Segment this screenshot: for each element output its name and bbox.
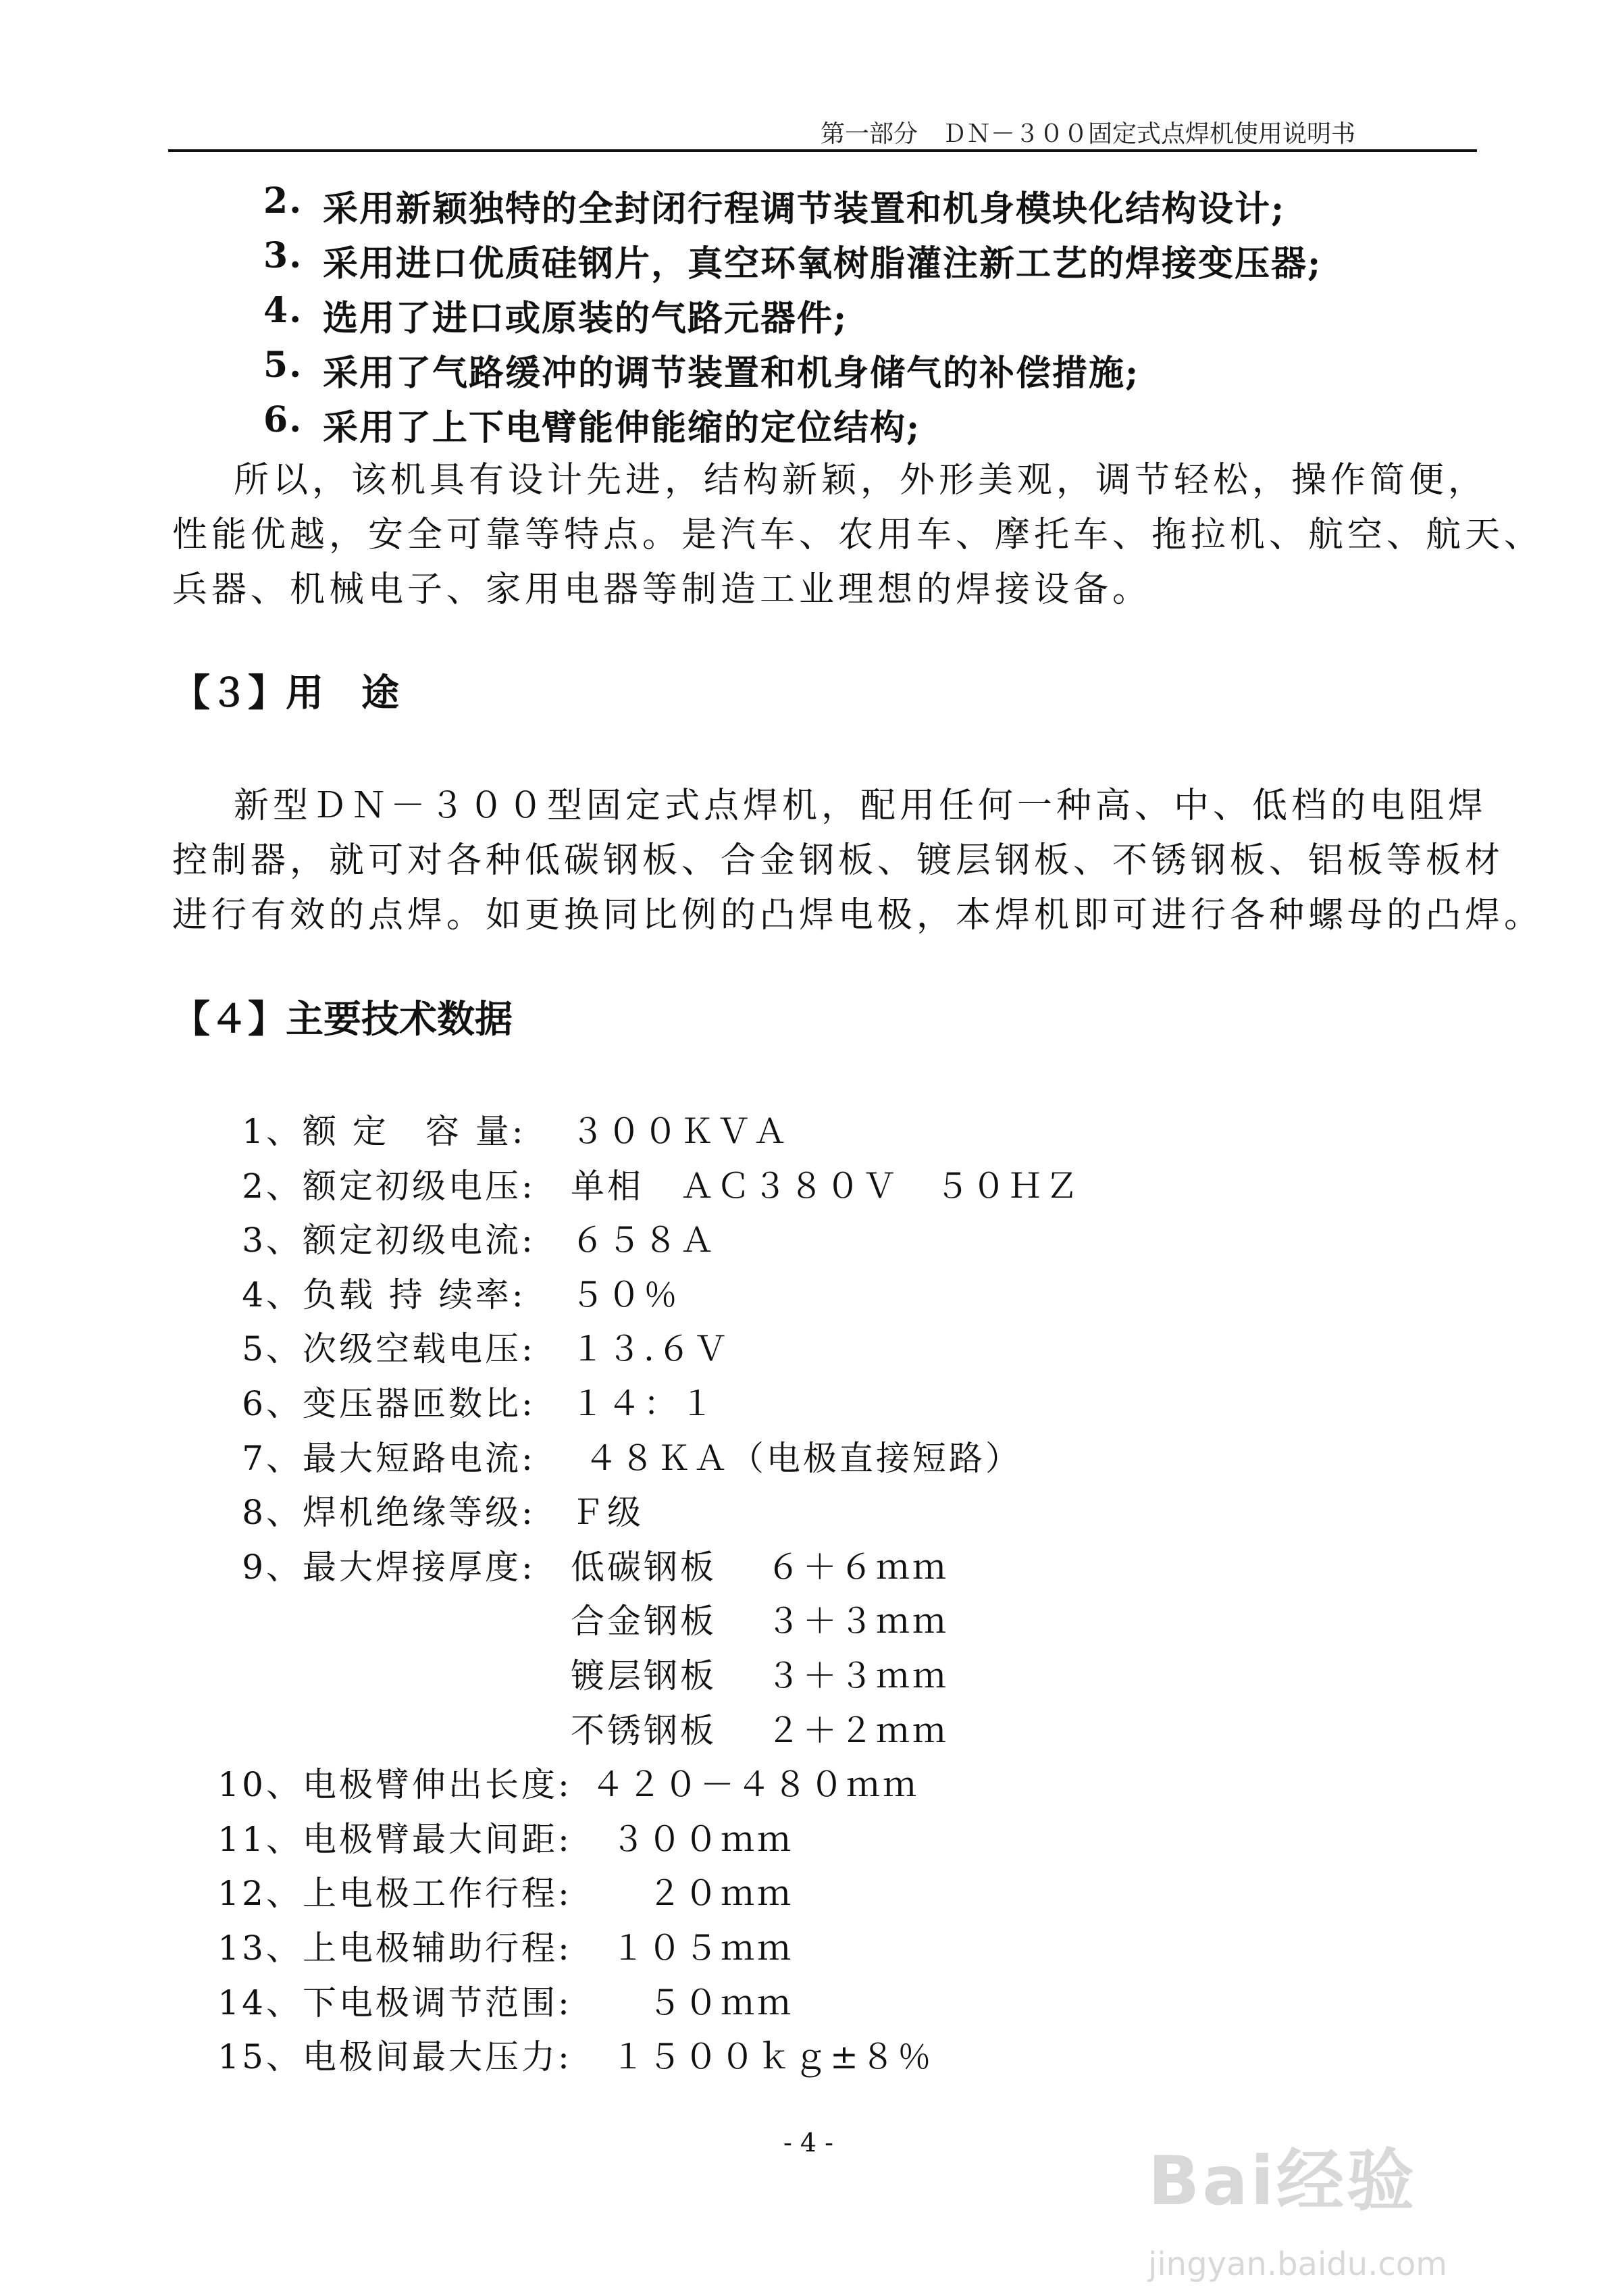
spec-number: 14、 <box>217 1983 303 2022</box>
spec-value: ６５８Ａ <box>571 1221 717 1260</box>
spec-label: 负载 持 续率: <box>303 1275 526 1315</box>
spec-label: 上电极工作行程: <box>303 1874 572 1914</box>
watermark-brand: Bai经验 <box>1148 2141 1417 2220</box>
spec-number: 9、 <box>242 1547 303 1587</box>
spec-value: 镀层钢板 ３＋３ｍｍ <box>571 1656 949 1695</box>
spec-label: 最大焊接厚度: <box>303 1547 536 1587</box>
spec-label: 电极间最大压力: <box>303 2037 572 2077</box>
spec-number: 8、 <box>242 1493 303 1533</box>
spec-value: ４８ＫＡ（电极直接短路） <box>571 1438 1022 1478</box>
header-rule <box>168 149 1477 152</box>
spec-number: 3、 <box>242 1221 303 1260</box>
spec-value: １５００ｋｇ±８％ <box>611 2037 934 2077</box>
page-number: - 4 - <box>783 2128 834 2158</box>
usage-line: 控制器，就可对各种低碳钢板、合金钢板、镀层钢板、不锈钢板、铝板等板材 <box>172 840 1505 881</box>
spec-value: １３.６Ｖ <box>571 1329 730 1369</box>
spec-number: 4、 <box>242 1275 303 1315</box>
spec-label: 最大短路电流: <box>303 1438 536 1478</box>
feature-number: 6. <box>263 399 303 440</box>
watermark-url: jingyan.baidu.com <box>1148 2245 1447 2283</box>
spec-label: 电极臂最大间距: <box>303 1819 572 1859</box>
spec-value: 低碳钢板 ６＋６ｍｍ <box>571 1547 949 1587</box>
feature-number: 2. <box>263 180 303 222</box>
baidu-watermark <box>1148 2101 1447 2296</box>
spec-label: 变压器匝数比: <box>303 1384 536 1423</box>
spec-label: 次级空载电压: <box>303 1329 536 1369</box>
section-3-heading: 【３】用 途 <box>172 671 399 715</box>
spec-number: 15、 <box>217 2037 303 2077</box>
summary-line: 性能优越，安全可靠等特点。是汽车、农用车、摩托车、拖拉机、航空、航天、 <box>172 515 1544 555</box>
spec-number: 6、 <box>242 1384 303 1423</box>
feature-number: 5. <box>263 345 303 386</box>
spec-value: ３００ｍｍ <box>611 1819 794 1859</box>
spec-value: 合金钢板 ３＋３ｍｍ <box>571 1602 949 1641</box>
section-4-heading: 【４】主要技术数据 <box>172 997 513 1042</box>
feature-item: 选用了进口或原装的气路元器件; <box>323 298 848 339</box>
spec-value: ５０％ <box>571 1275 680 1315</box>
spec-label: 焊机绝缘等级: <box>303 1493 536 1533</box>
spec-label: 下电极调节范围: <box>303 1983 572 2022</box>
spec-number: 2、 <box>242 1166 303 1206</box>
summary-line: 兵器、机械电子、家用电器等制造工业理想的焊接设备。 <box>172 569 1152 610</box>
spec-label: 电极臂伸出长度: <box>303 1765 572 1805</box>
spec-number: 5、 <box>242 1329 303 1369</box>
spec-value: ５０ｍｍ <box>611 1983 794 2022</box>
spec-value: １０５ｍｍ <box>611 1929 794 1968</box>
summary-line: 所以，该机具有设计先进，结构新颖，外形美观，调节轻松，操作简便， <box>234 460 1488 501</box>
feature-number: 3. <box>263 235 303 276</box>
spec-value: １４：１ <box>571 1384 717 1423</box>
spec-value: ３００ＫＶＡ <box>571 1112 789 1151</box>
usage-line: 新型ＤＮ－３００型固定式点焊机，配用任何一种高、中、低档的电阻焊 <box>234 786 1488 826</box>
feature-item: 采用进口优质硅钢片，真空环氧树脂灌注新工艺的焊接变压器; <box>323 243 1322 284</box>
spec-number: 7、 <box>242 1438 303 1478</box>
feature-item: 采用新颖独特的全封闭行程调节装置和机身模块化结构设计; <box>323 188 1286 230</box>
feature-item: 采用了上下电臂能伸能缩的定位结构; <box>323 407 921 449</box>
spec-value: 单相 ＡＣ３８０Ｖ ５０ＨＺ <box>571 1166 1081 1206</box>
feature-item: 采用了气路缓冲的调节装置和机身储气的补偿措施; <box>323 353 1140 394</box>
usage-line: 进行有效的点焊。如更换同比例的凸焊电极，本焊机即可进行各种螺母的凸焊。 <box>172 895 1544 936</box>
spec-label: 额 定 容 量: <box>303 1112 526 1151</box>
spec-label: 上电极辅助行程: <box>303 1929 572 1968</box>
spec-value: 不锈钢板 ２＋２ｍｍ <box>571 1710 949 1750</box>
spec-value: ４２０－４８０ｍｍ <box>591 1765 919 1805</box>
spec-value: ２０ｍｍ <box>611 1874 794 1914</box>
spec-label: 额定初级电压: <box>303 1166 536 1206</box>
spec-number: 10、 <box>217 1765 303 1805</box>
spec-value: Ｆ级 <box>571 1493 644 1533</box>
feature-number: 4. <box>263 290 303 331</box>
spec-number: 13、 <box>217 1929 303 1968</box>
running-header: 第一部分 ＤＮ－３００固定式点焊机使用说明书 <box>821 120 1356 148</box>
spec-number: 1、 <box>242 1112 303 1151</box>
spec-label: 额定初级电流: <box>303 1221 536 1260</box>
spec-number: 12、 <box>217 1874 303 1914</box>
spec-number: 11、 <box>217 1819 303 1859</box>
